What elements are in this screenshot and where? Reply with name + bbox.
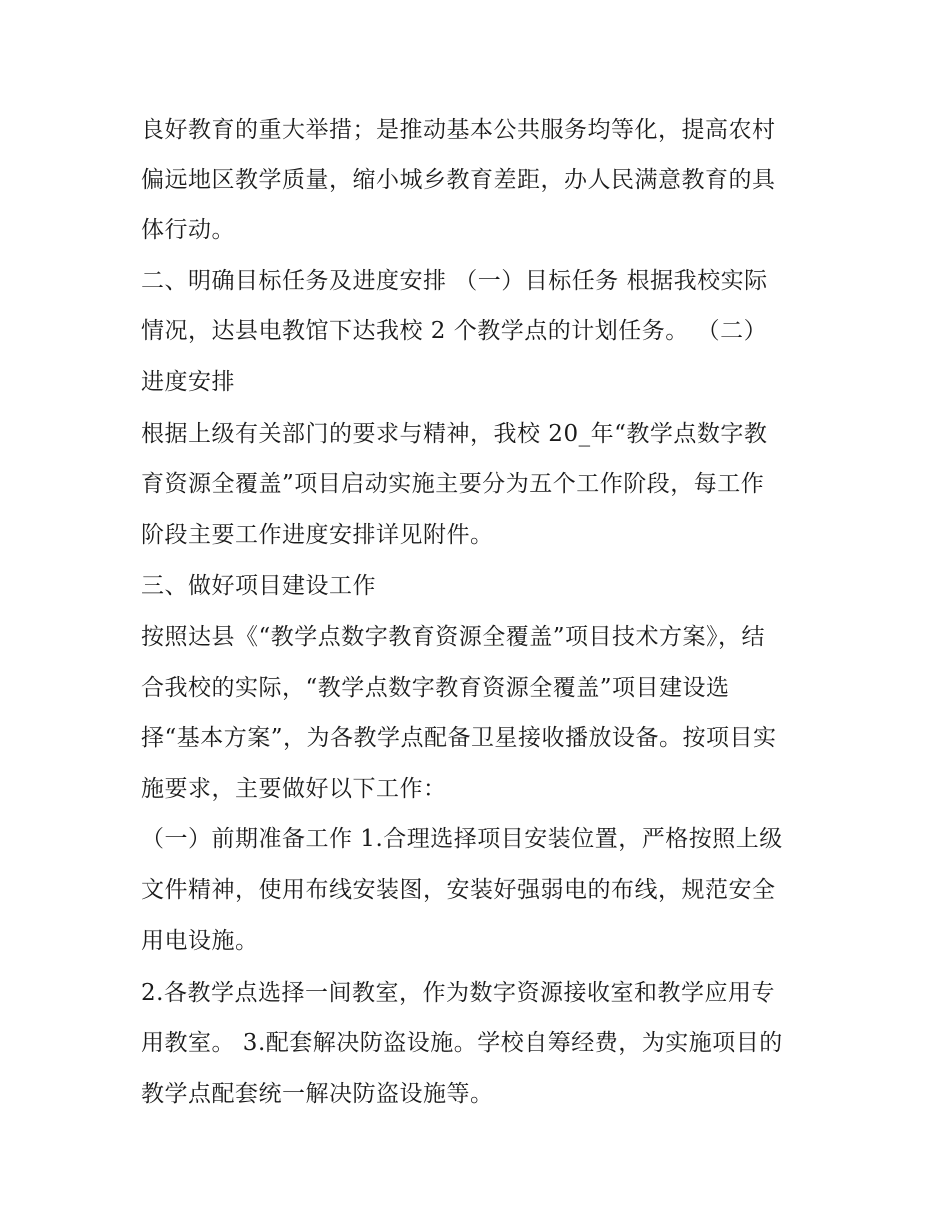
text-line: 择“基本方案”，为各教学点配备卫星接收播放设备。按项目实 — [141, 725, 777, 751]
text-line: （一）前期准备工作 1.合理选择项目安装位置，严格按照上级 — [141, 826, 783, 852]
text-line: 体行动。 — [141, 217, 235, 243]
text-line: 教学点配套统一解决防盗设施等。 — [141, 1081, 494, 1107]
text-line: 进度安排 — [141, 369, 235, 395]
text-line: 根据上级有关部门的要求与精神，我校 20_年“教学点数字教 — [141, 421, 768, 447]
text-line: 良好教育的重大举措；是推动基本公共服务均等化，提高农村 — [141, 117, 776, 143]
text-line: 合我校的实际，“教学点数字教育资源全覆盖”项目建设选 — [141, 675, 730, 701]
section-heading: 三、做好项目建设工作 — [141, 573, 376, 599]
text-line: 偏远地区教学质量，缩小城乡教育差距，办人民满意教育的具 — [141, 167, 776, 193]
text-line: 按照达县《“教学点数字教育资源全覆盖”项目技术方案》，结 — [141, 624, 766, 650]
text-line: 育资源全覆盖”项目启动实施主要分为五个工作阶段，每工作 — [141, 471, 765, 497]
text-line: 用教室。 3.配套解决防盗设施。学校自筹经费，为实施项目的 — [141, 1030, 783, 1056]
text-line: 施要求，主要做好以下工作： — [141, 776, 447, 802]
text-line: 2.各教学点选择一间教室，作为数字资源接收室和教学应用专 — [141, 980, 775, 1006]
text-line: 情况，达县电教馆下达我校 2 个教学点的计划任务。 （二） — [141, 318, 768, 344]
text-line: 文件精神，使用布线安装图，安装好强弱电的布线，规范安全 — [141, 877, 776, 903]
text-line: 阶段主要工作进度安排详见附件。 — [141, 522, 494, 548]
text-line: 用电设施。 — [141, 928, 259, 954]
section-heading: 二、明确目标任务及进度安排 （一）目标任务 根据我校实际 — [141, 268, 768, 294]
